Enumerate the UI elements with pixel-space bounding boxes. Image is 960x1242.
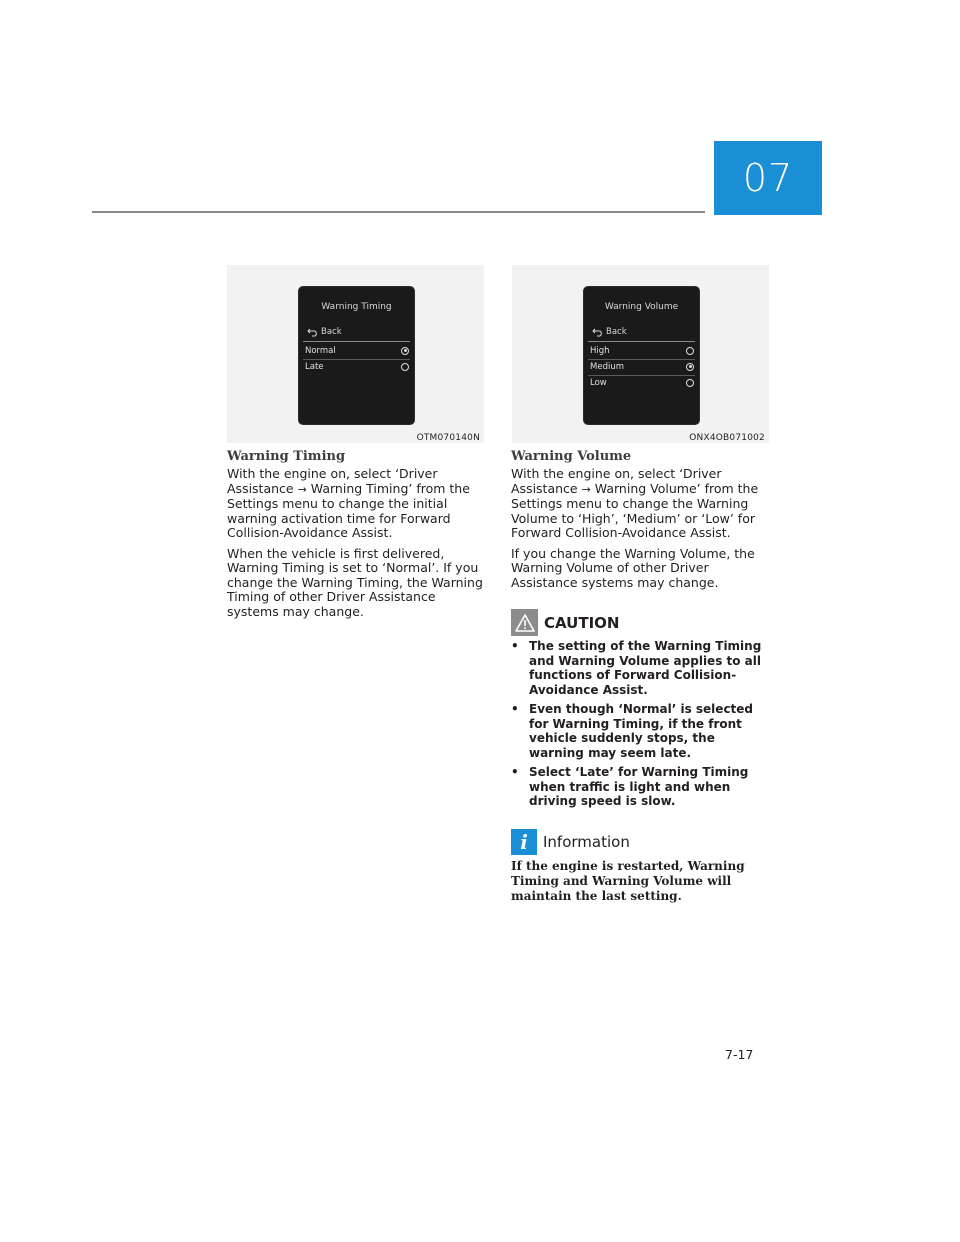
text: With the engine on, select ‘Driver Assistance: [511, 466, 722, 496]
option-medium[interactable]: [588, 359, 694, 374]
warning-timing-figure: [227, 265, 484, 443]
back-button[interactable]: [592, 327, 627, 337]
option-high[interactable]: [588, 343, 694, 358]
warning-volume-heading: Warning Volume: [511, 449, 632, 464]
option-normal[interactable]: [303, 343, 409, 358]
screen-title: Warning Volume: [604, 302, 679, 312]
caution-label: CAUTION: [544, 613, 620, 632]
radio-selected-icon: [686, 363, 694, 371]
back-label: Back: [606, 327, 627, 337]
warning-volume-figure: [512, 265, 769, 443]
screen-title: Warning Timing: [321, 302, 392, 312]
back-button[interactable]: [307, 327, 342, 337]
figure-code: OTM070140N: [416, 433, 480, 443]
option-label: Normal: [305, 345, 336, 356]
option-label: Low: [590, 377, 607, 388]
caution-list: [511, 639, 773, 814]
chapter-tab: [714, 141, 822, 215]
divider: [303, 341, 410, 342]
option-label: Medium: [590, 361, 624, 372]
warning-timing-heading: Warning Timing: [227, 449, 346, 464]
cluster-screen: [583, 286, 700, 425]
warning-volume-body: [511, 467, 773, 596]
figure-code: ONX4OB071002: [689, 433, 765, 443]
option-low[interactable]: [588, 375, 694, 390]
back-icon: [307, 328, 319, 337]
radio-unselected-icon: [686, 379, 694, 387]
chapter-number: 07: [742, 156, 794, 200]
paragraph: When the vehicle is first delivered, Warning Timing is set to ‘Normal’. If you change the Warning Timing, the Warning Timing of other Driver Assistance systems may change.: [227, 545, 483, 619]
radio-unselected-icon: [401, 363, 409, 371]
option-label: Late: [305, 361, 324, 372]
warning-triangle-icon: [515, 614, 535, 632]
back-icon: [592, 328, 604, 337]
radio-unselected-icon: [686, 347, 694, 355]
paragraph: If you change the Warning Volume, the Warning Volume of other Driver Assistance systems may change.: [511, 545, 755, 590]
divider: [588, 341, 695, 342]
paragraph: [227, 467, 489, 541]
cluster-screen: [298, 286, 415, 425]
list-item: • The setting of the Warning Timing and Warning Volume applies to all functions of Forward Collision-Avoidance Assist.: [511, 639, 773, 697]
option-label: High: [590, 345, 610, 356]
info-icon: i: [511, 829, 537, 855]
caution-header: [511, 609, 619, 636]
list-item: • Select ‘Late’ for Warning Timing when traffic is light and when driving speed is slow.: [511, 765, 773, 809]
information-label: Information: [543, 833, 630, 851]
page-number: 7-17: [725, 1047, 754, 1062]
back-label: Back: [321, 327, 342, 337]
arrow-right-icon: →: [581, 482, 591, 496]
header-rule: [92, 211, 705, 213]
radio-selected-icon: [401, 347, 409, 355]
information-body: If the engine is restarted, Warning Timing and Warning Volume will maintain the last setting.: [511, 859, 745, 903]
paragraph: [511, 467, 773, 541]
information-header: [511, 829, 630, 855]
warning-timing-body: [227, 467, 489, 625]
text: Warning Timing’ from the Settings menu to change the initial warning activation time for Forward Collision-Avoidance Assist.: [227, 480, 470, 540]
option-late[interactable]: [303, 359, 409, 374]
text: Warning Volume’ from the Settings menu to change the Warning Volume to ‘High’, ‘Medium’ or ‘Low’ for Forward Collision-Avoidance Assist.: [511, 480, 759, 540]
text: With the engine on, select ‘Driver Assistance: [227, 466, 438, 496]
arrow-right-icon: →: [297, 482, 307, 496]
caution-box: [511, 609, 538, 636]
list-item: • Even though ‘Normal’ is selected for Warning Timing, if the front vehicle suddenly stops, the warning may seem late.: [511, 702, 773, 760]
